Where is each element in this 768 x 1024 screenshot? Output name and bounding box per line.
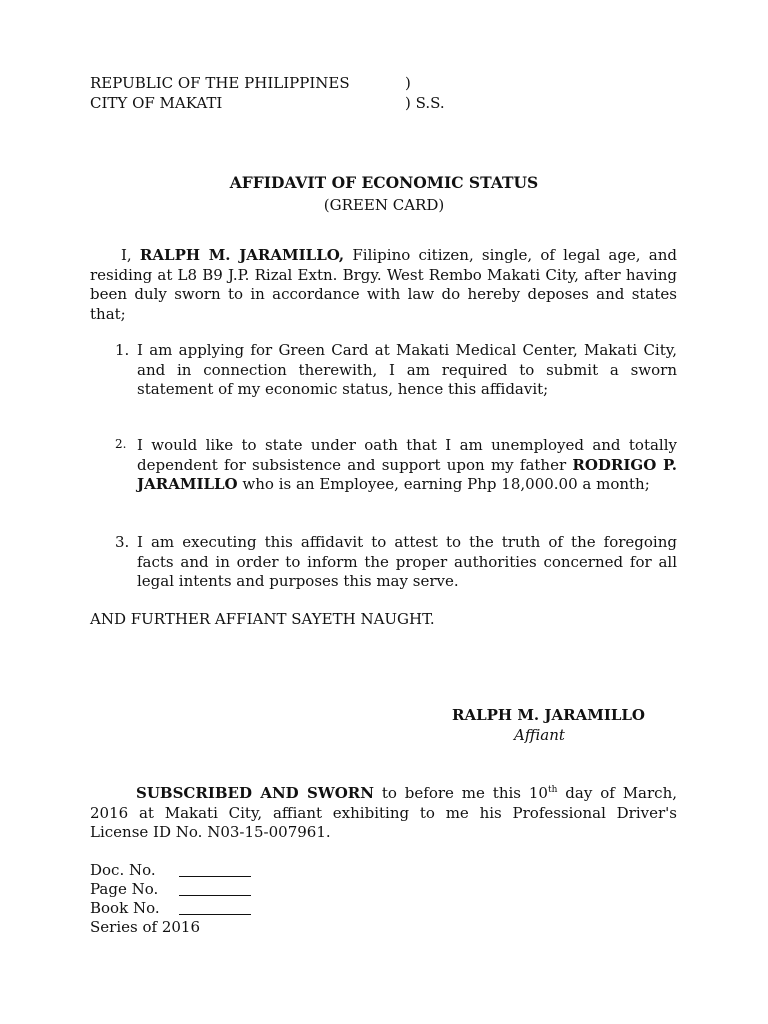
item-text-2 xyxy=(137,436,677,495)
item-2-text-before: I would like to state under oath that I am unemployed and totally dependent for subsistence and support upon my father xyxy=(137,436,677,474)
venue-paren-2: ) S.S. xyxy=(405,94,445,112)
item-text-1: I am applying for Green Card at Makati Medical Center, Makati City, and in connection therewith, I am required to submit a sworn statement of my economic status, hence this affidavit; xyxy=(137,341,677,398)
closing-statement: AND FURTHER AFFIANT SAYETH NAUGHT. xyxy=(90,610,435,628)
item-2-text-after: who is an Employee, earning Php 18,000.00 a month; xyxy=(237,475,650,493)
item-number-2: 2. xyxy=(115,437,127,451)
jurat-text-2: day of March, 2016 at Makati City, affiant exhibiting to me his Professional Driver's License ID No. N03-15-007961. xyxy=(90,784,677,841)
series-label: Series of 2016 xyxy=(90,918,200,936)
page-no-blank xyxy=(179,883,251,896)
intro-prefix: I, xyxy=(121,246,140,264)
affiant-name-inline: RALPH M. JARAMILLO, xyxy=(139,246,345,264)
book-no-blank xyxy=(179,902,251,915)
document-title: AFFIDAVIT OF ECONOMIC STATUS xyxy=(229,173,539,192)
item-text-3: I am executing this affidavit to attest to the truth of the foregoing facts and in order to inform the proper authorities concerned for all legal intents and purposes this may serve. xyxy=(137,533,677,590)
signature-name: RALPH M. JARAMILLO xyxy=(452,706,645,724)
venue-paren-1: ) xyxy=(405,74,411,92)
venue-line-2: CITY OF MAKATI xyxy=(90,94,223,112)
father-name: RODRIGO P. JARAMILLO xyxy=(137,455,678,493)
signature-role: Affiant xyxy=(514,726,565,744)
page-no-label: Page No. xyxy=(90,880,159,898)
jurat-text-1: to before me this 10 xyxy=(373,784,548,802)
book-no-label: Book No. xyxy=(90,899,160,917)
intro-text: Filipino citizen, single, of legal age, and residing at L8 B9 J.P. Rizal Extn. Brgy. West Rembo Makati City, after having been duly sworn to in accordance with law do hereby deposes and states that; xyxy=(90,246,677,323)
item-number-3: 3. xyxy=(115,533,130,551)
jurat-bold: SUBSCRIBED AND SWORN xyxy=(136,784,374,802)
doc-no-blank xyxy=(179,864,251,877)
doc-no-label: Doc. No. xyxy=(90,861,156,879)
intro-paragraph xyxy=(90,246,677,324)
jurat-superscript: th xyxy=(547,785,558,795)
item-number-1: 1. xyxy=(115,341,130,359)
document-subtitle: (GREEN CARD) xyxy=(323,196,445,214)
jurat-paragraph xyxy=(90,784,677,843)
venue-line-1: REPUBLIC OF THE PHILIPPINES xyxy=(90,74,350,92)
